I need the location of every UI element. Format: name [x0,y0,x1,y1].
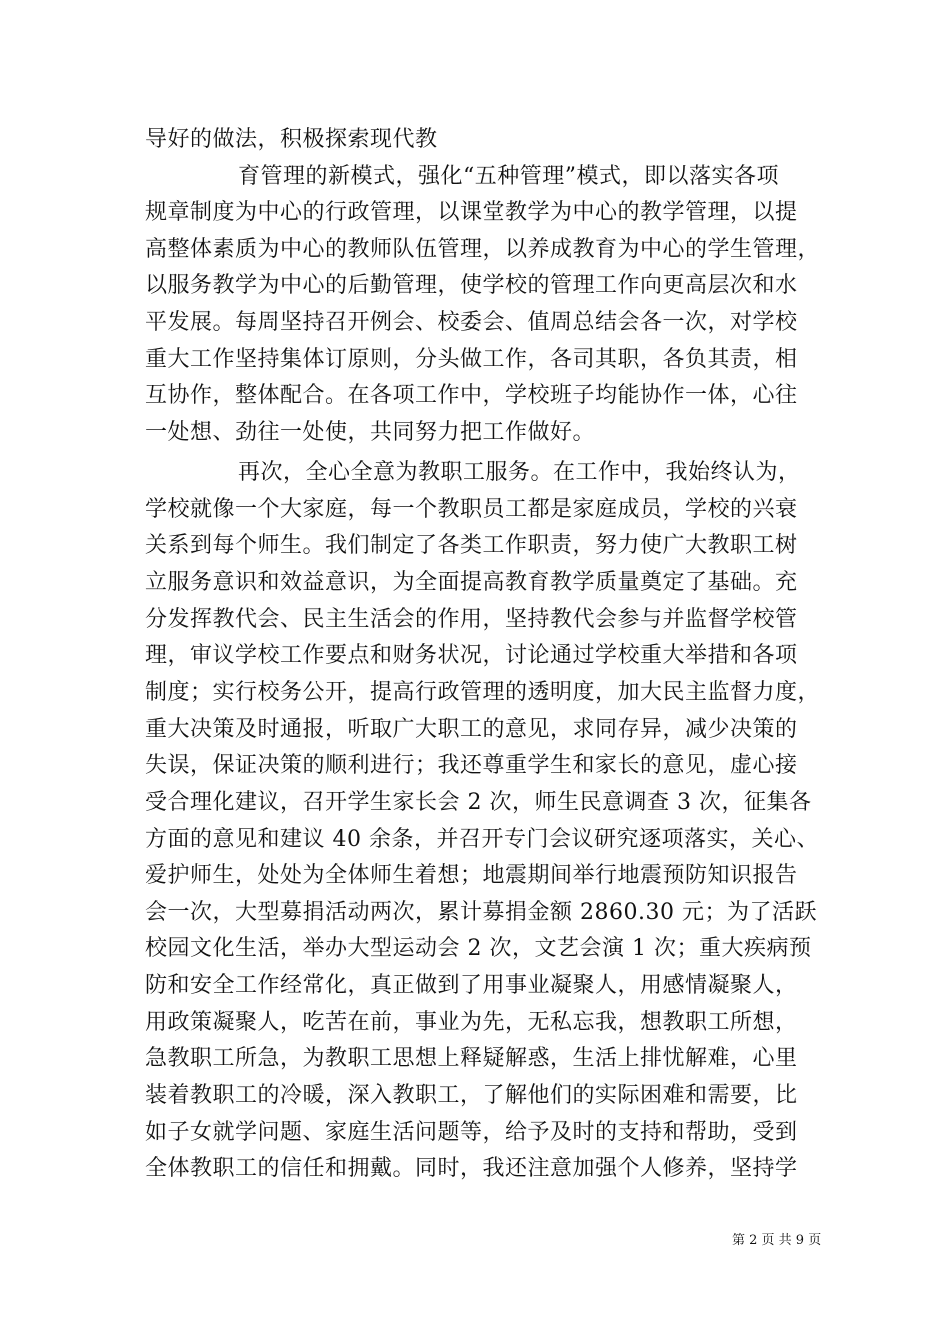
text-line: 关系到每个师生。我们制定了各类工作职责，努力使广大教职工树 [145,533,798,558]
text-line: 会一次，大型募捐活动两次，累计募捐金额 2860.30 元；为了活跃 [145,900,817,925]
text-line: 重大决策及时通报，听取广大职工的意见，求同存异，减少决策的 [145,717,798,742]
text-line: 以服务教学为中心的后勤管理，使学校的管理工作向更高层次和水 [145,273,798,298]
text-line: 全体教职工的信任和拥戴。同时，我还注意加强个人修养，坚持学 [145,1156,798,1181]
text-line: 如子女就学问题、家庭生活问题等，给予及时的支持和帮助，受到 [145,1120,798,1145]
text-line: 一处想、劲往一处使，共同努力把工作做好。 [145,420,596,445]
text-line: 校园文化生活，举办大型运动会 2 次，文艺会演 1 次；重大疾病预 [145,936,812,961]
text-line: 制度；实行校务公开，提高行政管理的透明度，加大民主监督力度， [145,680,821,705]
text-line: 规章制度为中心的行政管理，以课堂教学为中心的教学管理，以提 [145,200,798,225]
text-line: 分发挥教代会、民主生活会的作用，坚持教代会参与并监督学校管 [145,607,798,632]
text-line: 用政策凝聚人，吃苦在前，事业为先，无私忘我，想教职工所想， [145,1010,798,1035]
text-line: 爱护师生，处处为全体师生着想；地震期间举行地震预防知识报告 [145,863,798,888]
text-line: 平发展。每周坚持召开例会、校委会、值周总结会各一次，对学校 [145,310,798,335]
text-line: 失误，保证决策的顺利进行；我还尊重学生和家长的意见，虚心接 [145,753,798,778]
text-line: 理，审议学校工作要点和财务状况，讨论通过学校重大举措和各项 [145,643,798,668]
text-line: 方面的意见和建议 40 余条，并召开专门会议研究逐项落实，关心、 [145,827,819,852]
text-line: 受合理化建议，召开学生家长会 2 次，师生民意调查 3 次，征集各 [145,790,812,815]
text-line: 再次，全心全意为教职工服务。在工作中，我始终认为， [238,460,801,485]
text-line: 装着教职工的冷暖，深入教职工，了解他们的实际困难和需要，比 [145,1083,798,1108]
text-line: 育管理的新模式，强化“五种管理”模式，即以落实各项 [238,164,779,189]
page-number: 第 2 页 共 9 页 [732,1233,822,1248]
text-line: 防和安全工作经常化，真正做到了用事业凝聚人，用感情凝聚人， [145,973,798,998]
text-line: 高整体素质为中心的教师队伍管理，以养成教育为中心的学生管理， [145,237,821,262]
text-line: 急教职工所急，为教职工思想上释疑解惑，生活上排忧解难，心里 [145,1046,798,1071]
text-line: 立服务意识和效益意识，为全面提高教育教学质量奠定了基础。充 [145,570,798,595]
text-line: 导好的做法，积极探索现代教 [145,127,438,152]
text-line: 重大工作坚持集体订原则，分头做工作，各司其职，各负其责，相 [145,347,798,372]
text-line: 学校就像一个大家庭，每一个教职员工都是家庭成员，学校的兴衰 [145,497,798,522]
text-line: 互协作，整体配合。在各项工作中，学校班子均能协作一体，心往 [145,383,798,408]
